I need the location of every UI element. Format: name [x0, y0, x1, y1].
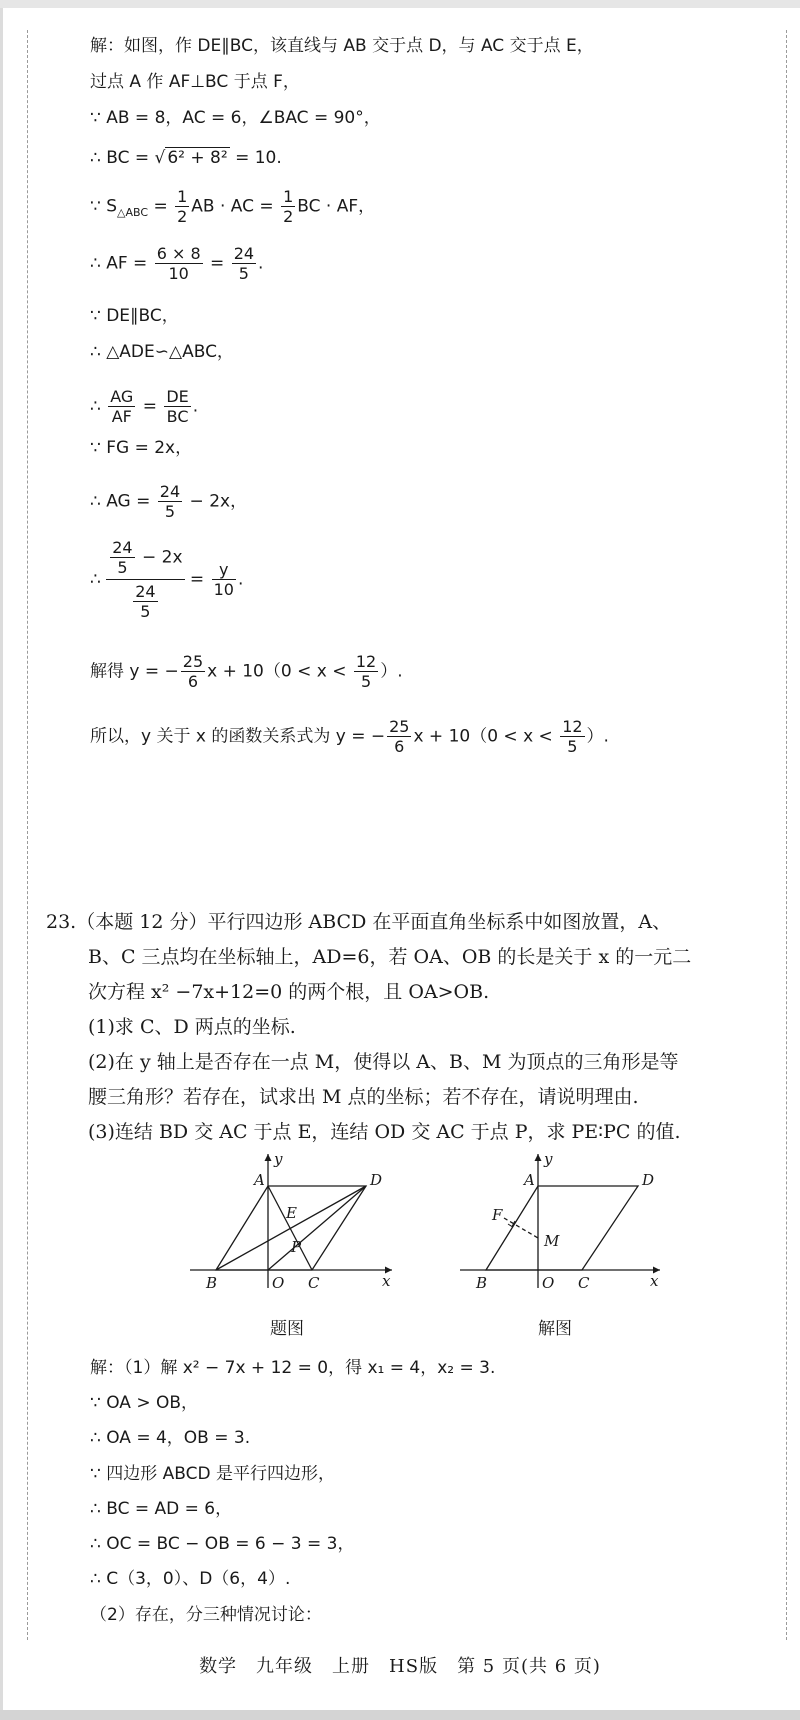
text: ∵ S	[90, 196, 118, 217]
numerator: 24	[159, 482, 181, 501]
sqrt-content: 6² + 8²	[167, 148, 228, 168]
numerator: 1	[283, 187, 294, 206]
compound-denominator	[106, 580, 184, 621]
denominator: 5	[164, 502, 176, 521]
text: BC · AF，	[297, 196, 376, 217]
label-a: A	[524, 1171, 535, 1189]
label-b: B	[476, 1274, 488, 1292]
label-x: x	[650, 1272, 659, 1290]
subscript: △ABC	[117, 205, 149, 219]
compound-fraction	[106, 538, 184, 621]
numerator: 25	[389, 717, 410, 736]
fraction	[155, 244, 203, 283]
segment-bd	[216, 1186, 366, 1270]
segment-od	[268, 1186, 366, 1270]
text: .	[237, 569, 244, 590]
solution2-line-6: ∴ OC = BC − OB = 6 − 3 = 3，	[90, 1534, 355, 1554]
label-d: D	[370, 1171, 383, 1189]
numerator: AG	[110, 387, 134, 406]
compound-numerator	[106, 538, 184, 580]
text: =	[148, 196, 174, 217]
label-p: P	[291, 1238, 302, 1256]
y-axis-arrow	[265, 1154, 272, 1161]
solution-line-10: ∵ FG = 2x，	[90, 438, 193, 458]
label-f: F	[492, 1206, 503, 1224]
solution-line-11	[90, 482, 247, 521]
denominator: 5	[140, 602, 151, 621]
problem-figure	[180, 1150, 400, 1295]
text: x + 10（0 < x <	[207, 661, 352, 682]
numerator: 24	[135, 582, 156, 601]
fraction	[232, 244, 256, 283]
text: =	[184, 569, 210, 590]
text: − 2x，	[184, 491, 248, 512]
denominator: BC	[166, 407, 189, 426]
question-23-part-3: (3)连结 BD 交 AC 于点 E，连结 OD 交 AC 于点 P，求 PE∶PC 的值.	[88, 1121, 681, 1143]
solution2-line-8: （2）存在，分三种情况讨论：	[90, 1605, 322, 1625]
fraction-half	[175, 187, 189, 226]
solution-line-2: 过点 A 作 AF⊥BC 于点 F，	[90, 72, 300, 92]
solution-line-8: ∴ △ADE∽△ABC，	[90, 342, 234, 362]
numerator: 24	[112, 538, 133, 557]
parallelogram-abcd	[486, 1186, 638, 1270]
label-b: B	[206, 1274, 218, 1292]
solution-line-7: ∵ DE∥BC，	[90, 306, 179, 326]
fraction	[354, 652, 378, 691]
label-o: O	[542, 1274, 555, 1292]
denominator: 5	[238, 264, 249, 283]
label-o: O	[272, 1274, 285, 1292]
solution-line-14	[90, 717, 609, 756]
fraction	[387, 717, 411, 756]
text: ）.	[380, 661, 403, 682]
text: = 10.	[229, 148, 282, 168]
question-23-line-1: 23.（本题 12 分）平行四边形 ABCD 在平面直角坐标系中如图放置，A、	[46, 911, 672, 933]
text: .	[192, 396, 199, 417]
fraction	[164, 387, 190, 426]
label-c: C	[578, 1274, 590, 1292]
denominator: 5	[567, 737, 578, 756]
numerator: 1	[177, 187, 188, 206]
label-m: M	[544, 1232, 560, 1250]
fraction	[108, 387, 135, 426]
label-c: C	[308, 1274, 320, 1292]
fraction	[181, 652, 205, 691]
solution-line-1: 解：如图，作 DE∥BC，该直线与 AB 交于点 D，与 AC 交于点 E，	[90, 36, 594, 56]
solution2-line-4: ∵ 四边形 ABCD 是平行四边形，	[90, 1464, 335, 1484]
solution2-line-7: ∴ C（3，0）、D（6，4）.	[90, 1569, 291, 1589]
page-footer: 数学 九年级 上册 HS版 第 5 页(共 6 页)	[199, 1656, 601, 1677]
fraction	[560, 717, 584, 756]
text: 解得 y = −	[90, 661, 179, 682]
solution-line-12	[90, 538, 243, 621]
text: ∴	[90, 396, 107, 417]
text: x + 10（0 < x <	[413, 726, 559, 747]
denominator: 2	[177, 207, 188, 226]
fraction	[110, 538, 134, 577]
label-a: A	[254, 1171, 265, 1189]
solution2-line-1: 解：（1）解 x² − 7x + 12 = 0，得 x₁ = 4，x₂ = 3.	[90, 1358, 496, 1378]
fraction-half	[281, 187, 295, 226]
text: .	[258, 253, 264, 274]
problem-figure-caption: 题图	[270, 1319, 304, 1339]
y-axis-arrow	[535, 1154, 542, 1161]
text: − 2x	[136, 547, 183, 568]
label-y: y	[544, 1150, 553, 1168]
text: =	[204, 253, 230, 274]
solution-line-5	[90, 187, 375, 226]
numerator: 6 × 8	[156, 244, 201, 263]
denominator: 10	[168, 264, 189, 283]
question-23-line-3: 次方程 x² −7x+12=0 的两个根，且 OA>OB.	[88, 981, 490, 1003]
numerator: DE	[166, 387, 189, 406]
numerator: 25	[182, 652, 204, 671]
denominator: AF	[111, 407, 132, 426]
denominator: 5	[117, 558, 128, 577]
text: ）.	[586, 726, 609, 747]
numerator: y	[212, 560, 236, 580]
text: ∴	[90, 569, 107, 590]
solution-line-13	[90, 652, 403, 691]
solution2-line-3: ∴ OA = 4，OB = 3.	[90, 1428, 251, 1448]
solution-line-6	[90, 244, 263, 283]
text: ∴ AF =	[90, 253, 153, 274]
label-d: D	[642, 1171, 655, 1189]
label-x: x	[382, 1272, 391, 1290]
numerator: 24	[233, 244, 255, 263]
text: 所以，y 关于 x 的函数关系式为 y = −	[90, 726, 386, 747]
label-y: y	[274, 1150, 283, 1168]
solution2-line-2: ∵ OA > OB，	[90, 1393, 199, 1413]
perpendicular-mf	[504, 1218, 538, 1238]
solution-figure-caption: 解图	[538, 1319, 572, 1339]
denominator: 6	[187, 672, 199, 691]
text: =	[137, 396, 163, 417]
denominator: 2	[283, 207, 294, 226]
question-23-part-2: (2)在 y 轴上是否存在一点 M，使得以 A、B、M 为顶点的三角形是等	[88, 1051, 679, 1073]
solution-line-3: ∵ AB = 8，AC = 6，∠BAC = 90°，	[90, 108, 381, 128]
label-e: E	[286, 1204, 297, 1222]
numerator: 12	[562, 717, 583, 736]
denominator: 6	[394, 737, 405, 756]
numerator: 12	[355, 652, 377, 671]
solution2-line-5: ∴ BC = AD = 6，	[90, 1499, 233, 1519]
question-23-part-2-cont: 腰三角形？若存在，试求出 M 点的坐标；若不存在，请说明理由.	[88, 1086, 639, 1108]
question-23-part-1: (1)求 C、D 两点的坐标.	[88, 1016, 296, 1038]
text: ∴ AG =	[90, 491, 156, 512]
text: AB · AC =	[191, 196, 280, 217]
denominator: 5	[360, 672, 372, 691]
question-23-line-2: B、C 三点均在坐标轴上，AD=6，若 OA、OB 的长是关于 x 的一元二	[88, 946, 692, 968]
fraction	[212, 560, 236, 599]
solution-line-9	[90, 387, 198, 426]
fraction	[133, 582, 157, 621]
denominator: 10	[213, 580, 234, 599]
text: ∴ BC = √	[90, 148, 166, 168]
fraction	[158, 482, 182, 521]
solution-figure	[454, 1150, 669, 1295]
solution-line-4	[90, 146, 282, 170]
